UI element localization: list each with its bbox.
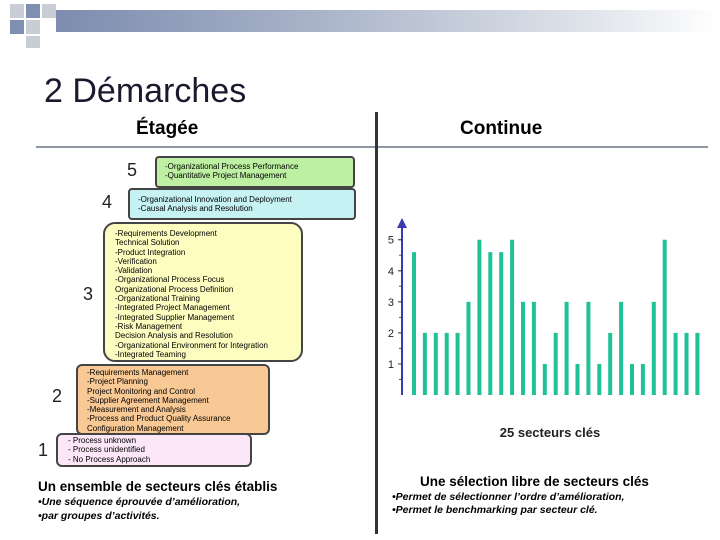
staged-caption-title: Un ensemble de secteurs clés établis [38,479,278,494]
process-area: - Process unknown [68,436,137,445]
top-gradient-bar [56,10,720,32]
bar [663,240,667,395]
process-area: -Requirements Development [115,229,217,238]
process-area: -Organizational Process Focus [115,275,225,285]
process-area: -Organizational Process Performance [165,162,299,171]
bar [685,333,689,395]
bar [652,302,656,395]
bar [434,333,438,395]
level-number-1: 1 [38,440,49,460]
process-area: Project Monitoring and Control [87,386,196,396]
bar [423,333,427,395]
bar [630,364,634,395]
staged-caption-item: •par groupes d’activités. [38,510,160,522]
level-number-5: 5 [127,160,138,180]
bar [554,333,558,395]
bar [565,302,569,395]
bar [608,333,612,395]
slide-title: 2 Démarches [44,72,247,110]
level-4-box [128,188,356,220]
continuous-caption-title: Une sélection libre de secteurs clés [420,474,649,489]
continuous-caption-item: •Permet de sélectionner l’ordre d’amélioration, [392,491,625,503]
corner-square [26,20,40,34]
continuous-bar-chart [380,210,710,440]
staged-heading: Étagée [136,118,199,139]
y-axis-arrow [397,218,407,228]
bar [488,252,492,395]
bar [619,302,623,395]
level-number-4: 4 [102,192,113,212]
bar [597,364,601,395]
process-area: Decision Analysis and Resolution [115,331,233,341]
bar [412,252,416,395]
bar [456,333,460,395]
column-divider [375,112,378,534]
process-area: Configuration Management [87,423,184,433]
bar [521,302,525,395]
level-number-3: 3 [83,284,94,304]
y-tick-label: 3 [387,296,394,309]
bar [576,364,580,395]
bar [543,364,547,395]
process-area: -Quantitative Project Management [165,171,287,181]
corner-square [10,20,24,34]
continuous-heading: Continue [460,118,543,139]
bar [477,240,481,395]
corner-square [10,4,24,18]
bar [532,302,536,395]
bar [674,333,678,395]
process-area: -Verification [115,256,157,266]
process-area: -Project Planning [87,377,148,387]
process-area: -Process and Product Quality Assurance [87,414,231,424]
bar [641,364,645,395]
level-3-box [103,222,303,362]
bar [499,252,503,395]
continuous-caption-item: •Permet le benchmarking par secteur clé. [392,504,598,516]
process-area: -Integrated Supplier Management [115,312,235,322]
process-area: -Organizational Innovation and Deployment [138,195,292,204]
process-area: -Integrated Project Management [115,303,230,313]
process-area: - No Process Approach [68,454,151,464]
process-area: -Requirements Management [87,368,189,377]
level-1-box [56,433,252,467]
y-tick-label: 2 [387,327,394,340]
process-area: -Organizational Environment for Integration [115,340,268,350]
bar [467,302,471,395]
process-area: -Organizational Training [115,294,200,304]
bar [695,333,699,395]
process-area: -Product Integration [115,247,186,257]
process-area: -Measurement and Analysis [87,405,186,415]
process-area: -Integrated Teaming [115,349,187,359]
bar [510,240,514,395]
x-axis-label: 25 secteurs clés [499,425,601,440]
level-number-2: 2 [52,386,63,406]
staged-caption-item: •Une séquence éprouvée d’amélioration, [38,496,241,508]
y-tick-label: 1 [387,358,394,371]
level-2-box [76,364,270,435]
process-area: Organizational Process Definition [115,284,234,294]
corner-square [42,4,56,18]
corner-square [26,36,40,48]
bar [586,302,590,395]
process-area: -Causal Analysis and Resolution [138,204,253,214]
header-rule [36,146,708,148]
process-area: -Validation [115,266,153,276]
process-area: Technical Solution [115,238,180,248]
process-area: - Process unidentified [68,445,145,455]
y-tick-label: 4 [387,265,394,278]
process-area: -Risk Management [115,321,183,331]
level-5-box [155,156,355,188]
y-tick-label: 5 [387,234,394,247]
corner-square [26,4,40,18]
bar [445,333,449,395]
process-area: -Supplier Agreement Management [87,395,209,405]
